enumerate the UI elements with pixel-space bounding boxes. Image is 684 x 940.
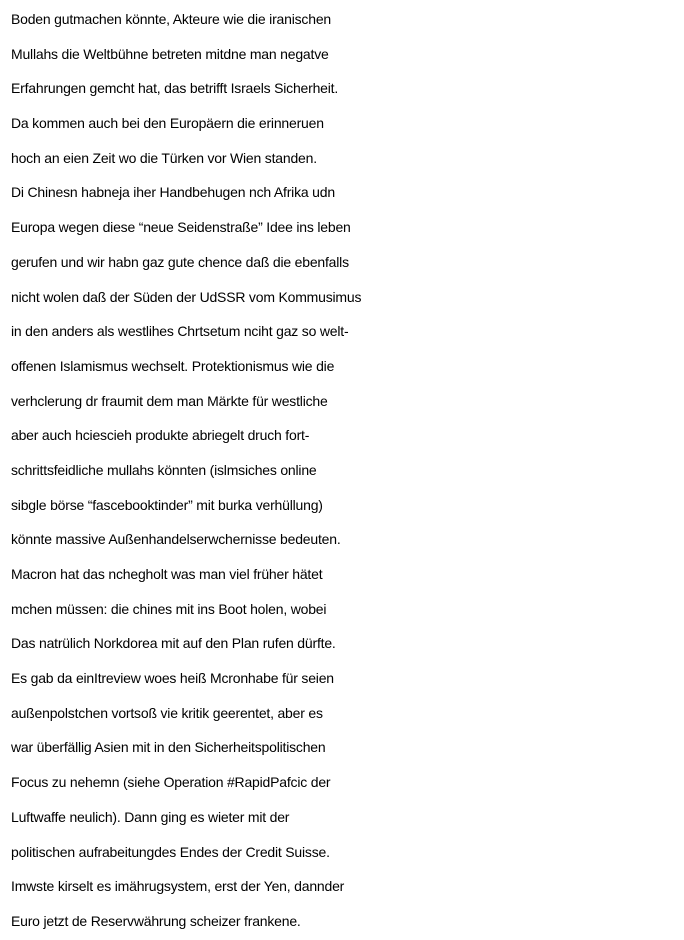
text-line: gerufen und wir habn gaz gute chence daß die ebenfalls <box>11 253 349 270</box>
text-line: offenen Islamismus wechselt. Protektionismus wie die <box>11 357 335 374</box>
text-line: Imwste kirselt es imährugsystem, erst der Yen, dannder <box>11 878 345 895</box>
text-line: Boden gutmachen könnte, Akteure wie die iranischen <box>11 11 331 27</box>
text-line: mchen müssen: die chines mit ins Boot holen, wobei <box>11 600 327 617</box>
text-line: Erfahrungen gemcht hat, das betrifft Israels Sicherheit. <box>11 80 339 97</box>
text-line: politischen aufrabeitungdes Endes der Credit Suisse. <box>11 843 330 860</box>
text-line: Euro jetzt de Reservwährung scheizer frankene. <box>11 912 301 929</box>
text-line: sibgle börse “fascebooktinder” mit burka verhüllung) <box>11 496 323 513</box>
text-line: Europa wegen diese “neue Seidenstraße” Idee ins leben <box>11 219 351 236</box>
text-line: Da kommen auch bei den Europäern die erinneruen <box>11 115 324 132</box>
text-line: in den anders als westlihes Chrtsetum nciht gaz so welt- <box>11 323 349 340</box>
text-line: Es gab da einItreview woes heiß Mcronhabe für seien <box>11 670 334 687</box>
body-text <box>11 2 681 939</box>
text-line: Das natrülich Norkdorea mit auf den Plan rufen dürfte. <box>11 635 336 652</box>
text-line: hoch an eien Zeit wo die Türken vor Wien standen. <box>11 149 317 166</box>
text-line: nicht wolen daß der Süden der UdSSR vom Kommusimus <box>11 288 362 305</box>
text-line: Luftwaffe neulich). Dann ging es wieter mit der <box>11 808 290 825</box>
text-line: außenpolstchen vortsoß vie kritik geerentet, aber es <box>11 704 323 721</box>
text-line: war überfällig Asien mit in den Sicherheitspolitischen <box>11 739 326 756</box>
text-line: schrittsfeidliche mullahs könnten (islmsiches online <box>11 461 317 478</box>
text-line: Di Chinesn habneja iher Handbehugen nch Afrika udn <box>11 184 335 201</box>
text-line: könnte massive Außenhandelserwchernisse bedeuten. <box>11 531 341 548</box>
text-line: verhclerung dr fraumit dem man Märkte für westliche <box>11 392 328 409</box>
text-line: Focus zu nehemn (siehe Operation #RapidPafcic der <box>11 774 331 791</box>
text-line: aber auch hciescieh produkte abriegelt druch fort- <box>11 427 310 444</box>
text-line: Mullahs die Weltbühne betreten mitdne man negatve <box>11 45 329 62</box>
text-line: Macron hat das nchegholt was man viel früher hätet <box>11 566 323 582</box>
